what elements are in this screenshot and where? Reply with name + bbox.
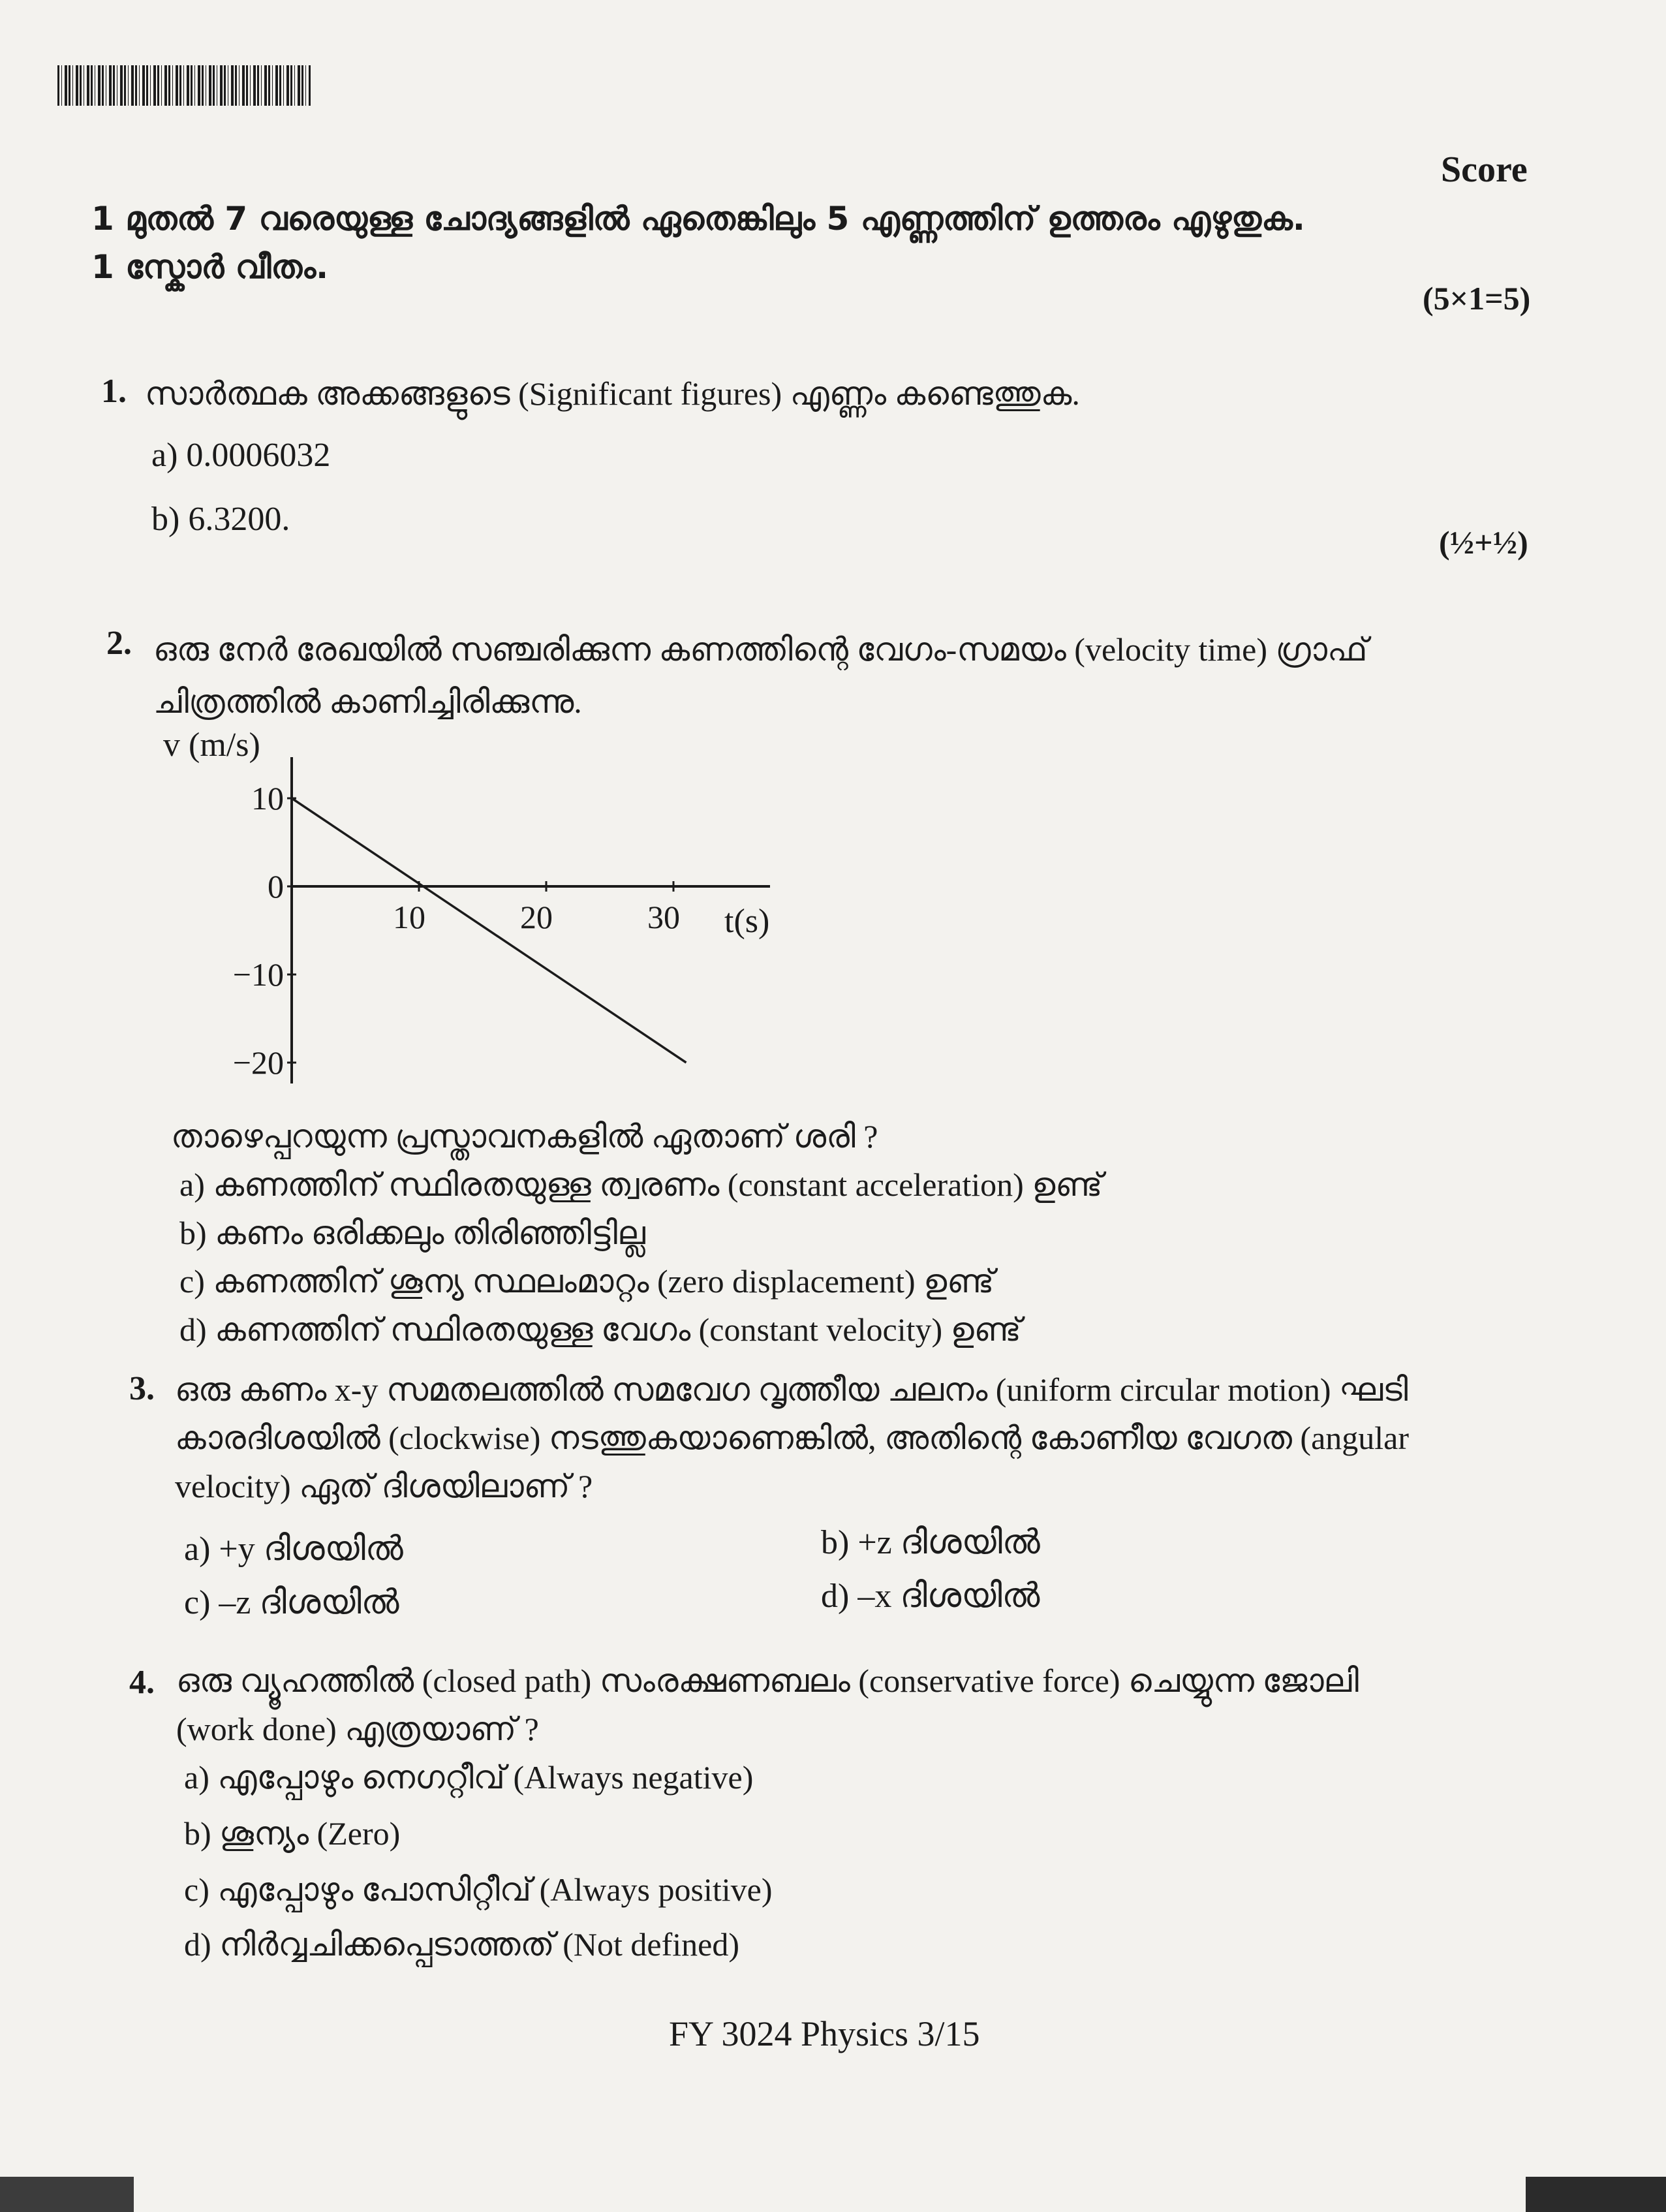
score-label: Score [1441, 149, 1528, 190]
q3-option-a: a) +y ദിശയിൽ [184, 1531, 403, 1568]
instruction-line-1: 1 മുതൽ 7 വരെയുള്ള ചോദ്യങ്ങളിൽ ഏതെങ്കിലും 5 എണ്ണത്തിന് ഉത്തരം എഴുതുക. [91, 200, 1305, 238]
x-tick-label: 20 [520, 899, 553, 935]
q2-line-2: ചിത്രത്തിൽ കാണിച്ചിരിക്കുന്നു. [153, 683, 582, 720]
barcode [57, 65, 311, 106]
page-footer: FY 3024 Physics 3/15 [669, 2014, 980, 2053]
q2-option-c: c) കണത്തിന് ശൂന്യ സ്ഥലംമാറ്റം (zero displacement) ഉണ്ട് [179, 1263, 995, 1300]
q3-number: 3. [129, 1370, 155, 1407]
y-tick-label: −10 [232, 956, 284, 993]
q4-option-b: b) ശൂന്യം (Zero) [184, 1815, 401, 1852]
q4-number: 4. [129, 1664, 155, 1701]
q4-option-d: d) നിർവ്വചിക്കപ്പെടാത്തത് (Not defined) [184, 1926, 739, 1963]
scan-corner-right [1526, 2177, 1666, 2212]
q2-prompt: താഴെപ്പറയുന്ന പ്രസ്താവനകളിൽ ഏതാണ് ശരി ? [171, 1118, 878, 1155]
q3-line-2: കാരദിശയിൽ (clockwise) നടത്തുകയാണെങ്കിൽ, അതിന്റെ കോണീയ വേഗത (angular [175, 1420, 1410, 1456]
y-axis-label: v (m/s) [163, 726, 260, 764]
section-marks: (5×1=5) [1423, 280, 1531, 317]
velocity-line [292, 798, 686, 1063]
q4-line-1: ഒരു വ്യൂഹത്തിൽ (closed path) സംരക്ഷണബലം (conservative force) ചെയ്യുന്ന ജോലി [176, 1662, 1359, 1699]
q4-line-2: (work done) എത്രയാണ് ? [176, 1711, 539, 1747]
q2-option-d: d) കണത്തിന് സ്ഥിരതയുള്ള വേഗം (constant velocity) ഉണ്ട് [179, 1311, 1021, 1348]
q2-line-1: ഒരു നേർ രേഖയിൽ സഞ്ചരിക്കുന്ന കണത്തിന്റെ വേഗം-സമയം (velocity time) ഗ്രാഫ് [153, 631, 1368, 668]
y-tick-label: 10 [251, 780, 284, 817]
q2-number: 2. [106, 625, 132, 662]
q1-option-a: a) 0.0006032 [151, 437, 331, 474]
x-tick-label: 30 [647, 899, 680, 935]
x-axis-label: t(s) [724, 903, 770, 940]
q2-option-b: b) കണം ഒരിക്കലും തിരിഞ്ഞിട്ടില്ല [179, 1215, 645, 1251]
q4-option-a: a) എപ്പോഴും നെഗറ്റീവ് (Always negative) [184, 1759, 754, 1796]
q3-line-3: velocity) ഏത് ദിശയിലാണ് ? [175, 1468, 593, 1504]
q1-number: 1. [101, 373, 127, 410]
q1-marks: (½+½) [1439, 524, 1528, 561]
q1-text: സാർത്ഥക അക്കങ്ങളുടെ (Significant figures) എണ്ണം കണ്ടെത്തുക. [145, 375, 1080, 412]
q1-option-b: b) 6.3200. [151, 501, 290, 538]
q3-option-d: d) –x ദിശയിൽ [821, 1578, 1040, 1615]
q3-option-b: b) +z ദിശയിൽ [821, 1524, 1040, 1561]
velocity-time-graph [117, 718, 796, 1110]
y-tick-label: −20 [232, 1044, 284, 1081]
q3-option-c: c) –z ദിശയിൽ [184, 1584, 399, 1621]
scan-corner-left [0, 2177, 134, 2212]
instruction-line-2: 1 സ്കോർ വീതം. [91, 248, 329, 286]
y-tick-label: 0 [268, 868, 284, 905]
q4-option-c: c) എപ്പോഴും പോസിറ്റീവ് (Always positive) [184, 1871, 773, 1908]
q3-line-1: ഒരു കണം x-y സമതലത്തിൽ സമവേഗ വൃത്തീയ ചലനം (uniform circular motion) ഘടി [175, 1371, 1408, 1408]
q2-option-a: a) കണത്തിന് സ്ഥിരതയുള്ള ത്വരണം (constant acceleration) ഉണ്ട് [179, 1166, 1103, 1203]
x-tick-label: 10 [393, 899, 425, 935]
